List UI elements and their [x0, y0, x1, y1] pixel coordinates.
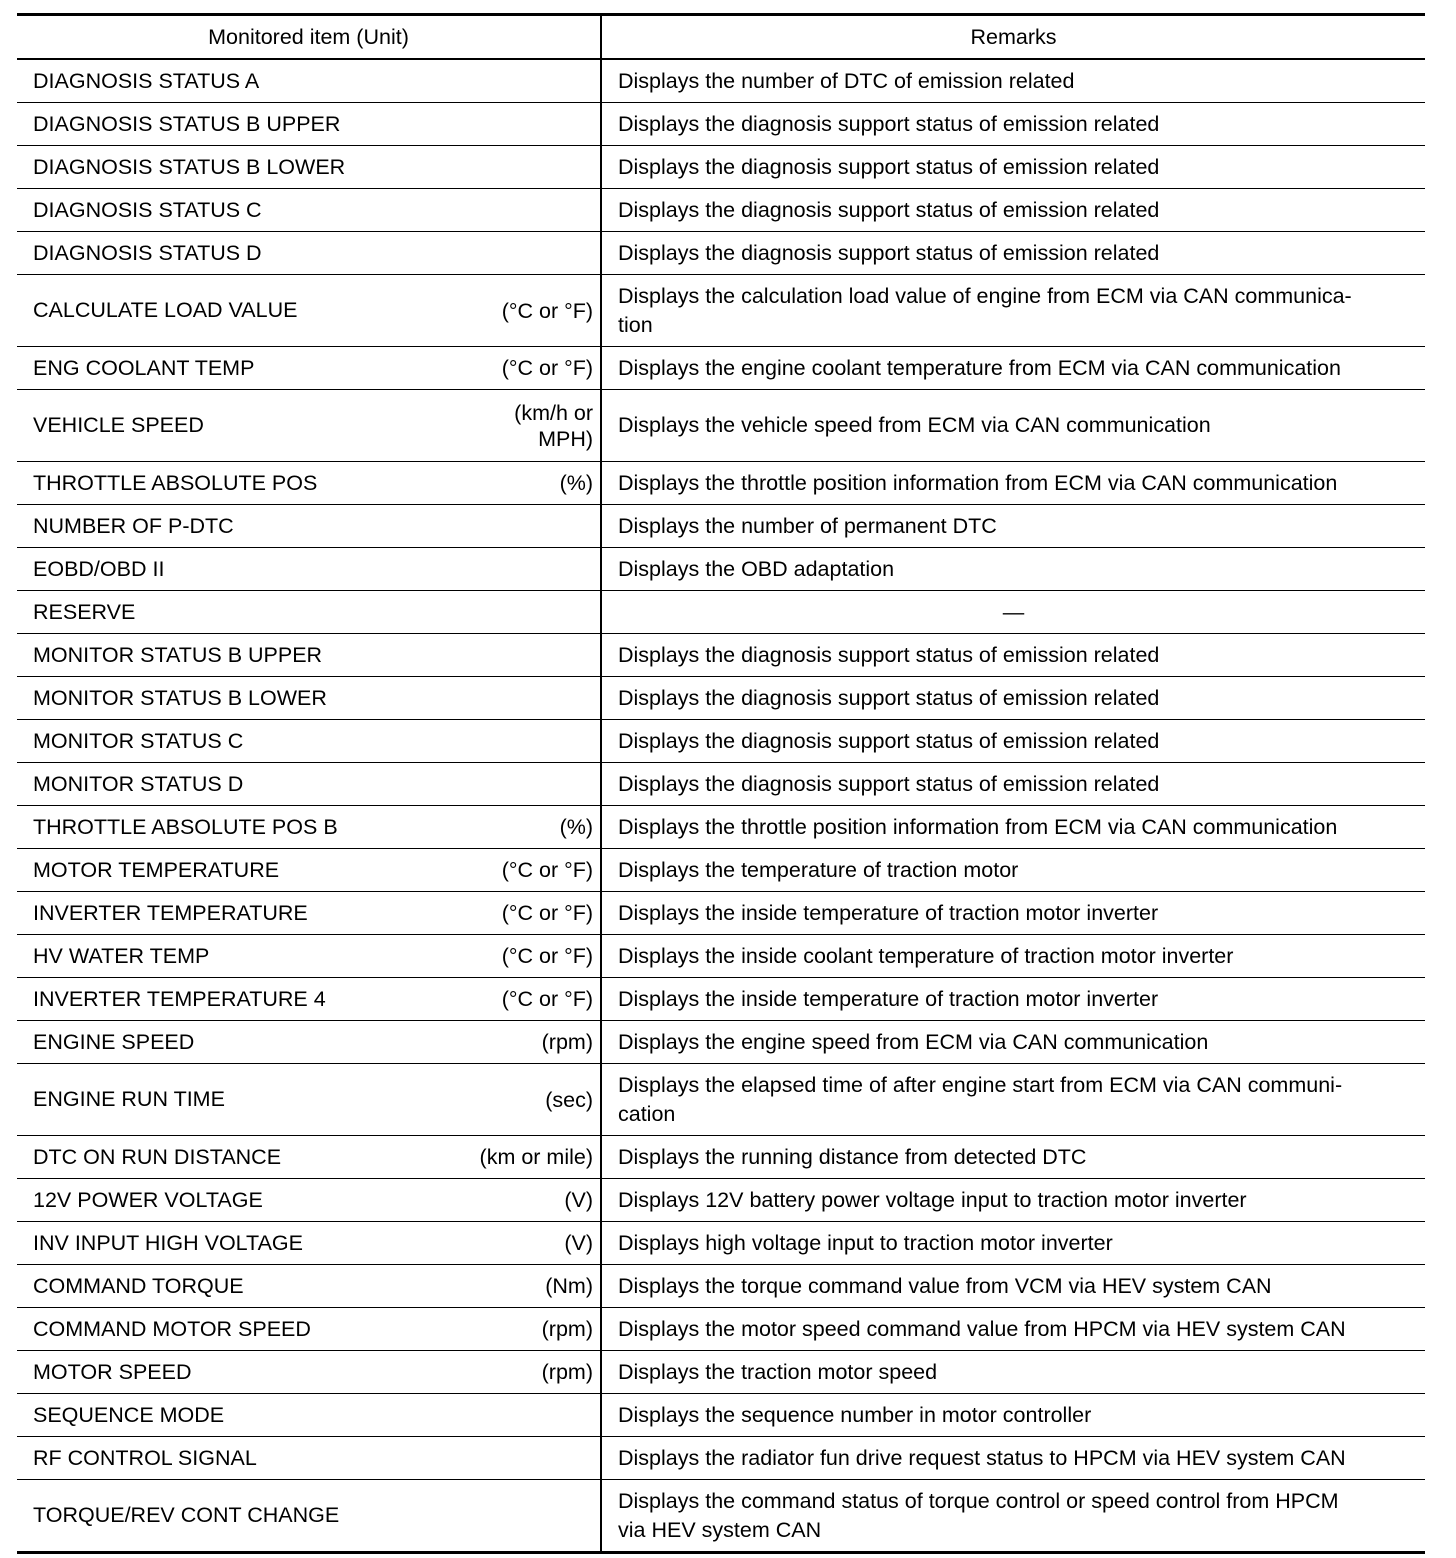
monitored-item-cell [17, 720, 601, 763]
remark-cell: Displays the engine coolant temperature from ECM via CAN communication [601, 347, 1425, 390]
monitored-item-name: TORQUE/REV CONT CHANGE [33, 1503, 340, 1527]
monitored-item-cell [17, 978, 601, 1021]
remark-cell: Displays the diagnosis support status of emission related [601, 103, 1425, 146]
monitored-item-unit: (°C or °F) [501, 987, 593, 1011]
monitored-item-cell [17, 1351, 601, 1394]
monitored-item-name: VEHICLE SPEED [33, 413, 204, 437]
remark-cell: Displays the diagnosis support status of emission related [601, 763, 1425, 806]
monitored-item-wrap [33, 1085, 593, 1114]
monitored-item-cell [17, 1265, 601, 1308]
monitored-item-unit: (sec) [545, 1087, 593, 1112]
table-row [17, 1136, 1425, 1179]
monitored-item-cell [17, 677, 601, 720]
monitored-item-cell [17, 505, 601, 548]
remark-cell: Displays 12V battery power voltage input to traction motor inverter [601, 1179, 1425, 1222]
table-row [17, 1351, 1425, 1394]
remark-cell: Displays the diagnosis support status of emission related [601, 634, 1425, 677]
table-row [17, 232, 1425, 275]
table-row [17, 1064, 1425, 1136]
remark-cell: Displays the calculation load value of engine from ECM via CAN communica- tion [601, 275, 1425, 347]
monitored-item-name: MONITOR STATUS B UPPER [33, 642, 323, 667]
monitored-item-wrap [33, 1315, 593, 1344]
table-row [17, 1265, 1425, 1308]
monitored-item-name: MONITOR STATUS B LOWER [33, 685, 327, 710]
monitored-item-name: ENGINE RUN TIME [33, 1087, 225, 1111]
monitored-item-unit: (°C or °F) [501, 858, 593, 882]
monitored-item-name: INVERTER TEMPERATURE 4 [33, 986, 326, 1011]
remark-cell: Displays the diagnosis support status of emission related [601, 189, 1425, 232]
table-row [17, 892, 1425, 935]
monitored-item-wrap [33, 296, 593, 325]
monitored-item-name: COMMAND TORQUE [33, 1273, 244, 1298]
monitored-item-wrap [33, 899, 593, 928]
monitored-item-wrap [33, 856, 593, 885]
remark-cell: Displays the number of permanent DTC [601, 505, 1425, 548]
table-row [17, 935, 1425, 978]
monitored-item-wrap [33, 985, 593, 1014]
monitored-item-unit: (%) [559, 471, 593, 495]
monitored-item-wrap [33, 196, 593, 225]
header-monitored-item: Monitored item (Unit) [17, 15, 601, 60]
remark-cell: Displays the inside temperature of traction motor inverter [601, 978, 1425, 1021]
monitored-item-unit: (%) [559, 815, 593, 839]
monitored-item-name: MOTOR TEMPERATURE [33, 857, 280, 882]
remark-cell: — [601, 591, 1425, 634]
table-row [17, 978, 1425, 1021]
monitored-item-name: INV INPUT HIGH VOLTAGE [33, 1230, 303, 1255]
monitored-item-name: ENGINE SPEED [33, 1029, 195, 1054]
remark-cell: Displays the engine speed from ECM via CAN communication [601, 1021, 1425, 1064]
table-row [17, 59, 1425, 103]
monitored-item-name: 12V POWER VOLTAGE [33, 1187, 263, 1212]
monitored-item-cell [17, 390, 601, 462]
monitored-item-name: ENG COOLANT TEMP [33, 355, 255, 380]
monitored-item-wrap [33, 110, 593, 139]
remark-cell: Displays the running distance from detected DTC [601, 1136, 1425, 1179]
monitored-item-cell [17, 103, 601, 146]
monitored-item-name: THROTTLE ABSOLUTE POS B [33, 814, 338, 839]
monitored-item-name: SEQUENCE MODE [33, 1402, 225, 1427]
monitored-item-unit: (V) [564, 1231, 593, 1255]
monitored-item-unit: (rpm) [541, 1360, 593, 1384]
table-row [17, 146, 1425, 189]
table-row [17, 275, 1425, 347]
monitored-item-name: DIAGNOSIS STATUS C [33, 197, 262, 222]
monitored-item-cell [17, 275, 601, 347]
monitored-item-name: MONITOR STATUS D [33, 771, 244, 796]
monitored-item-unit: (Nm) [545, 1274, 593, 1298]
monitored-item-wrap [33, 1401, 593, 1430]
monitored-item-wrap [33, 942, 593, 971]
monitored-item-unit: (°C or °F) [501, 356, 593, 380]
table-row [17, 462, 1425, 505]
table-row [17, 505, 1425, 548]
monitored-item-wrap [33, 153, 593, 182]
monitored-item-name: MOTOR SPEED [33, 1359, 192, 1384]
monitored-item-wrap [33, 641, 593, 670]
table-row [17, 1021, 1425, 1064]
table-row [17, 1308, 1425, 1351]
monitored-item-cell [17, 892, 601, 935]
monitored-item-wrap [33, 684, 593, 713]
table-row [17, 1394, 1425, 1437]
monitor-table [17, 13, 1425, 1554]
remark-cell: Displays the diagnosis support status of emission related [601, 720, 1425, 763]
remark-cell: Displays the OBD adaptation [601, 548, 1425, 591]
monitored-item-name: DIAGNOSIS STATUS A [33, 68, 260, 93]
monitored-item-name: THROTTLE ABSOLUTE POS [33, 470, 318, 495]
remark-cell: Displays the sequence number in motor controller [601, 1394, 1425, 1437]
monitored-item-cell [17, 1437, 601, 1480]
table-row [17, 634, 1425, 677]
monitored-item-cell [17, 806, 601, 849]
monitored-item-wrap [33, 1358, 593, 1387]
monitored-item-name: MONITOR STATUS C [33, 728, 244, 753]
monitored-item-name: EOBD/OBD II [33, 556, 165, 581]
remark-cell: Displays the inside temperature of traction motor inverter [601, 892, 1425, 935]
table-row [17, 720, 1425, 763]
table-row [17, 763, 1425, 806]
remark-cell: Displays the diagnosis support status of emission related [601, 146, 1425, 189]
remark-cell: Displays the command status of torque control or speed control from HPCM via HEV system CAN [601, 1480, 1425, 1553]
monitored-item-wrap [33, 1272, 593, 1301]
monitored-item-wrap [33, 67, 593, 96]
monitored-item-unit: (°C or °F) [501, 944, 593, 968]
monitored-item-cell [17, 462, 601, 505]
remark-cell: Displays the traction motor speed [601, 1351, 1425, 1394]
monitored-item-name: CALCULATE LOAD VALUE [33, 298, 298, 322]
table-row [17, 1480, 1425, 1553]
monitored-item-unit: (°C or °F) [501, 298, 593, 323]
monitored-item-cell [17, 849, 601, 892]
monitored-item-cell [17, 146, 601, 189]
monitored-item-wrap [33, 512, 593, 541]
monitored-item-cell [17, 1222, 601, 1265]
monitored-item-cell [17, 1394, 601, 1437]
monitored-item-wrap [33, 1186, 593, 1215]
monitored-item-cell [17, 1179, 601, 1222]
remark-cell: Displays the diagnosis support status of emission related [601, 677, 1425, 720]
monitored-item-name: RESERVE [33, 599, 136, 624]
monitored-item-cell [17, 1480, 601, 1553]
remark-cell: Displays the number of DTC of emission related [618, 68, 1075, 93]
monitored-item-wrap [33, 727, 593, 756]
remark-cell: Displays the diagnosis support status of emission related [601, 232, 1425, 275]
table-row [17, 189, 1425, 232]
remark-cell: Displays the throttle position information from ECM via CAN communication [601, 462, 1425, 505]
table-row [17, 849, 1425, 892]
table-row [17, 1222, 1425, 1265]
table-header [17, 15, 1425, 60]
monitored-item-name: RF CONTROL SIGNAL [33, 1445, 257, 1470]
remark-cell: Displays the throttle position information from ECM via CAN communication [601, 806, 1425, 849]
monitored-item-cell [17, 935, 601, 978]
monitored-item-cell [17, 1136, 601, 1179]
monitored-item-cell [17, 763, 601, 806]
monitored-item-wrap [33, 555, 593, 584]
header-remarks: Remarks [601, 15, 1425, 60]
table-row [17, 390, 1425, 462]
monitored-item-name: INVERTER TEMPERATURE [33, 900, 308, 925]
monitored-item-unit: (km/h or MPH) [514, 400, 593, 451]
monitored-item-wrap [33, 598, 593, 627]
monitored-item-wrap [33, 770, 593, 799]
monitored-item-name: DIAGNOSIS STATUS B LOWER [33, 154, 346, 179]
remark-cell: Displays the vehicle speed from ECM via CAN communication [601, 390, 1425, 462]
monitored-item-cell [17, 1308, 601, 1351]
table-row [17, 347, 1425, 390]
table-row [17, 677, 1425, 720]
monitored-item-wrap [33, 239, 593, 268]
remark-cell: Displays the motor speed command value from HPCM via HEV system CAN [601, 1308, 1425, 1351]
monitored-item-unit: (V) [564, 1188, 593, 1212]
remark-cell: Displays the inside coolant temperature of traction motor inverter [601, 935, 1425, 978]
monitored-item-wrap [33, 1444, 593, 1473]
monitored-item-cell [17, 232, 601, 275]
monitored-item-cell [17, 591, 601, 634]
monitored-item-wrap [33, 813, 593, 842]
table-row [17, 103, 1425, 146]
remark-cell: Displays the torque command value from VCM via HEV system CAN [601, 1265, 1425, 1308]
monitored-item-cell [17, 1064, 601, 1136]
monitored-item-cell [17, 548, 601, 591]
monitored-item-cell [17, 59, 601, 103]
remark-cell: Displays the temperature of traction motor [601, 849, 1425, 892]
monitored-item-unit: (°C or °F) [501, 901, 593, 925]
monitored-item-unit: (rpm) [541, 1030, 593, 1054]
monitored-item-wrap [33, 400, 593, 452]
remark-cell: Displays high voltage input to traction motor inverter [601, 1222, 1425, 1265]
monitored-item-cell [17, 634, 601, 677]
monitored-item-wrap [33, 354, 593, 383]
monitored-item-unit: (km or mile) [479, 1145, 593, 1169]
monitored-item-wrap [33, 469, 593, 498]
remark-cell: Displays the elapsed time of after engine start from ECM via CAN communi- cation [601, 1064, 1425, 1136]
monitored-item-wrap [33, 1501, 593, 1530]
monitored-item-name: DTC ON RUN DISTANCE [33, 1144, 282, 1169]
header-row [17, 15, 1425, 60]
table-row [17, 591, 1425, 634]
monitored-item-wrap [33, 1143, 593, 1172]
monitored-item-name: DIAGNOSIS STATUS D [33, 240, 262, 265]
monitored-item-name: COMMAND MOTOR SPEED [33, 1316, 311, 1341]
monitored-item-name: DIAGNOSIS STATUS B UPPER [33, 111, 341, 136]
table-row [17, 1179, 1425, 1222]
table-row [17, 806, 1425, 849]
monitored-item-unit: (rpm) [541, 1317, 593, 1341]
monitored-item-wrap [33, 1028, 593, 1057]
monitored-item-cell [17, 1021, 601, 1064]
monitored-item-cell [17, 347, 601, 390]
remark-cell: Displays the radiator fun drive request status to HPCM via HEV system CAN [601, 1437, 1425, 1480]
monitored-item-wrap [33, 1229, 593, 1258]
table-body [17, 59, 1425, 1553]
table-row [17, 548, 1425, 591]
monitored-item-name: NUMBER OF P-DTC [33, 513, 234, 538]
monitored-item-name: HV WATER TEMP [33, 943, 210, 968]
table-row [17, 1437, 1425, 1480]
monitored-item-cell [17, 189, 601, 232]
